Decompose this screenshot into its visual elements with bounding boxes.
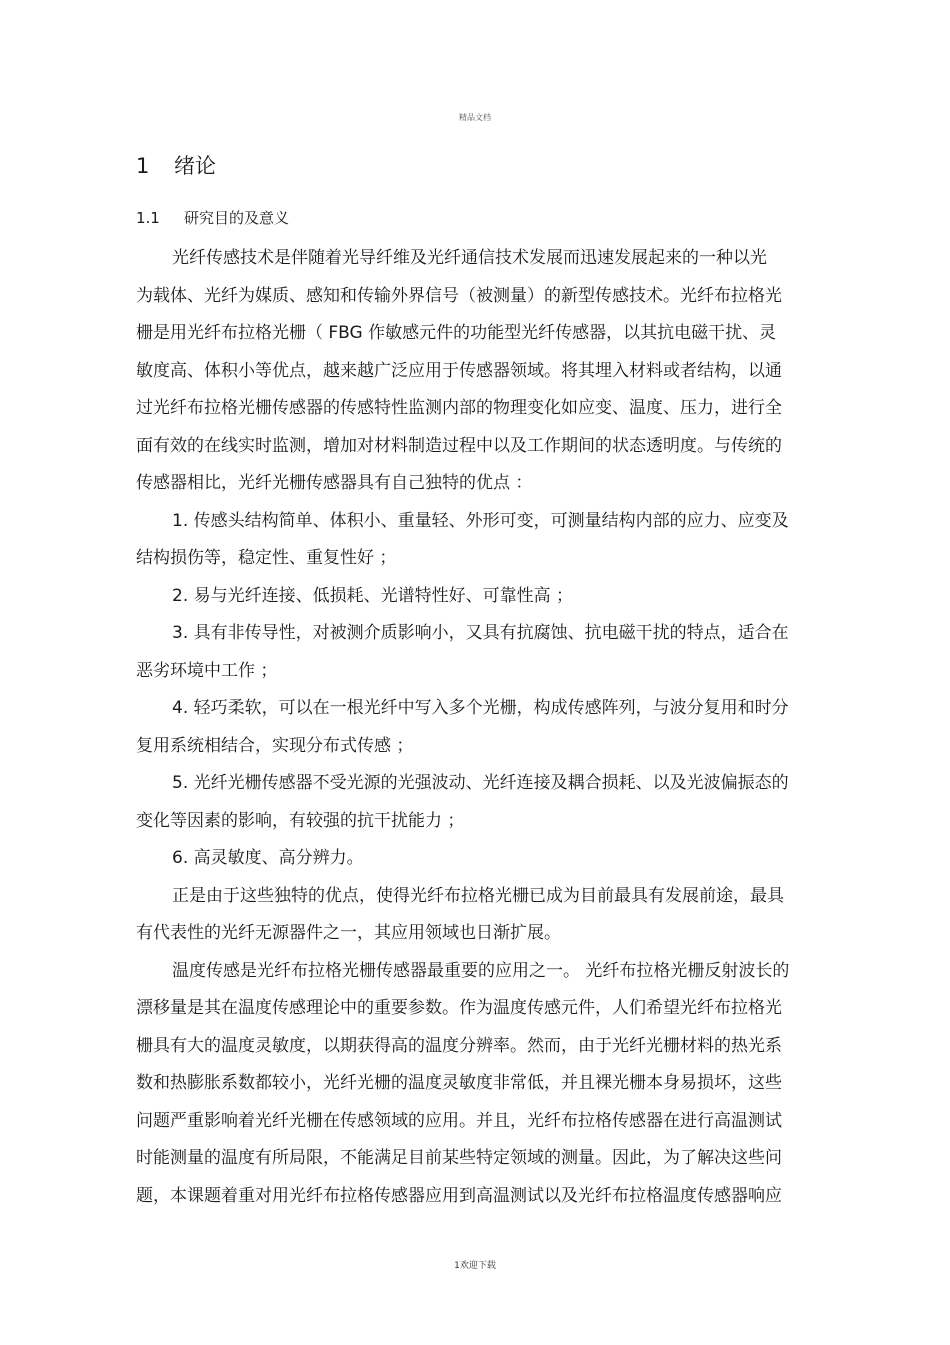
body-line: 变化等因素的影响，有较强的抗干扰能力 ；: [136, 810, 465, 831]
body-line: 面有效的在线实时监测，增加对材料制造过程中以及工作期间的状态透明度。与传统的: [136, 435, 782, 456]
body-text: [136, 240, 826, 1215]
body-line: 栅具有大的温度灵敏度，以期获得高的温度分辨率。然而，由于光纤光栅材料的热光系: [136, 1035, 782, 1056]
section-number: 1.1: [136, 209, 160, 227]
chapter-number: 1: [136, 154, 150, 178]
body-line: 过光纤布拉格光栅传感器的传感特性监测内部的物理变化如应变、温度、压力，进行全: [136, 398, 782, 418]
list-item-1: 1. 传感头结构简单、体积小、重量轻、外形可变，可测量结构内部的应力、应变及: [172, 510, 789, 531]
body-line: 问题严重影响着光纤光栅在传感领域的应用。并且，光纤布拉格传感器在进行高温测试: [136, 1110, 782, 1131]
body-line: 漂移量是其在温度传感理论中的重要参数。作为温度传感元件，人们希望光纤布拉格光: [136, 998, 782, 1018]
body-line: 数和热膨胀系数都较小，光纤光栅的温度灵敏度非常低，并且裸光栅本身易损坏，这些: [136, 1073, 782, 1093]
body-line: 结构损伤等，稳定性、重复性好 ；: [136, 548, 397, 568]
list-item-5: 5. 光纤光栅传感器不受光源的光强波动、光纤连接及耦合损耗、以及光波偏振态的: [172, 773, 789, 793]
body-line: 题，本课题着重对用光纤布拉格传感器应用到高温测试以及光纤布拉格温度传感器响应: [136, 1185, 782, 1206]
list-item-4: 4. 轻巧柔软，可以在一根光纤中写入多个光栅，构成传感阵列，与波分复用和时分: [172, 698, 789, 718]
section-title: 研究目的及意义: [184, 209, 290, 227]
chapter-heading: [136, 150, 216, 180]
page-footer: [0, 1258, 950, 1271]
list-item-6: 6. 高灵敏度、高分辨力。: [172, 848, 364, 868]
page-number: 1: [454, 1261, 460, 1271]
body-line: 光纤传感技术是伴随着光导纤维及光纤通信技术发展而迅速发展起来的一种以光: [172, 248, 767, 268]
body-line: 栅是用光纤布拉格光栅（ FBG 作敏感元件的功能型光纤传感器，以其抗电磁干扰、灵: [136, 323, 777, 343]
body-line: 复用系统相结合，实现分布式传感 ；: [136, 735, 414, 756]
body-line: 时能测量的温度有所局限，不能满足目前某些特定领域的测量。因此，为了解决这些问: [136, 1148, 782, 1168]
body-line: 温度传感是光纤布拉格光栅传感器最重要的应用之一。 光纤布拉格光栅反射波长的: [172, 960, 790, 981]
body-line: 有代表性的光纤无源器件之一，其应用领域也日渐扩展。: [136, 923, 561, 943]
section-heading: [136, 207, 289, 228]
footer-text: 欢迎下载: [459, 1261, 496, 1271]
list-item-3: 3. 具有非传导性，对被测介质影响小，又具有抗腐蚀、抗电磁干扰的特点，适合在: [172, 623, 789, 643]
page-header: 精品文档: [459, 113, 491, 122]
body-line: 正是由于这些独特的优点，使得光纤布拉格光栅已成为目前最具有发展前途，最具: [172, 885, 784, 906]
chapter-title: 绪论: [174, 154, 216, 178]
body-line: 敏度高、体积小等优点，越来越广泛应用于传感器领域。将其埋入材料或者结构，以通: [136, 360, 782, 381]
body-line: 为载体、光纤为媒质、感知和传输外界信号（被测量）的新型传感技术。光纤布拉格光: [136, 285, 782, 306]
body-line: 传感器相比，光纤光栅传感器具有自己独特的优点 ：: [136, 473, 533, 493]
body-line: 恶劣环境中工作 ；: [136, 660, 278, 681]
list-item-2: 2. 易与光纤连接、低损耗、光谱特性好、可靠性高 ；: [172, 585, 574, 606]
